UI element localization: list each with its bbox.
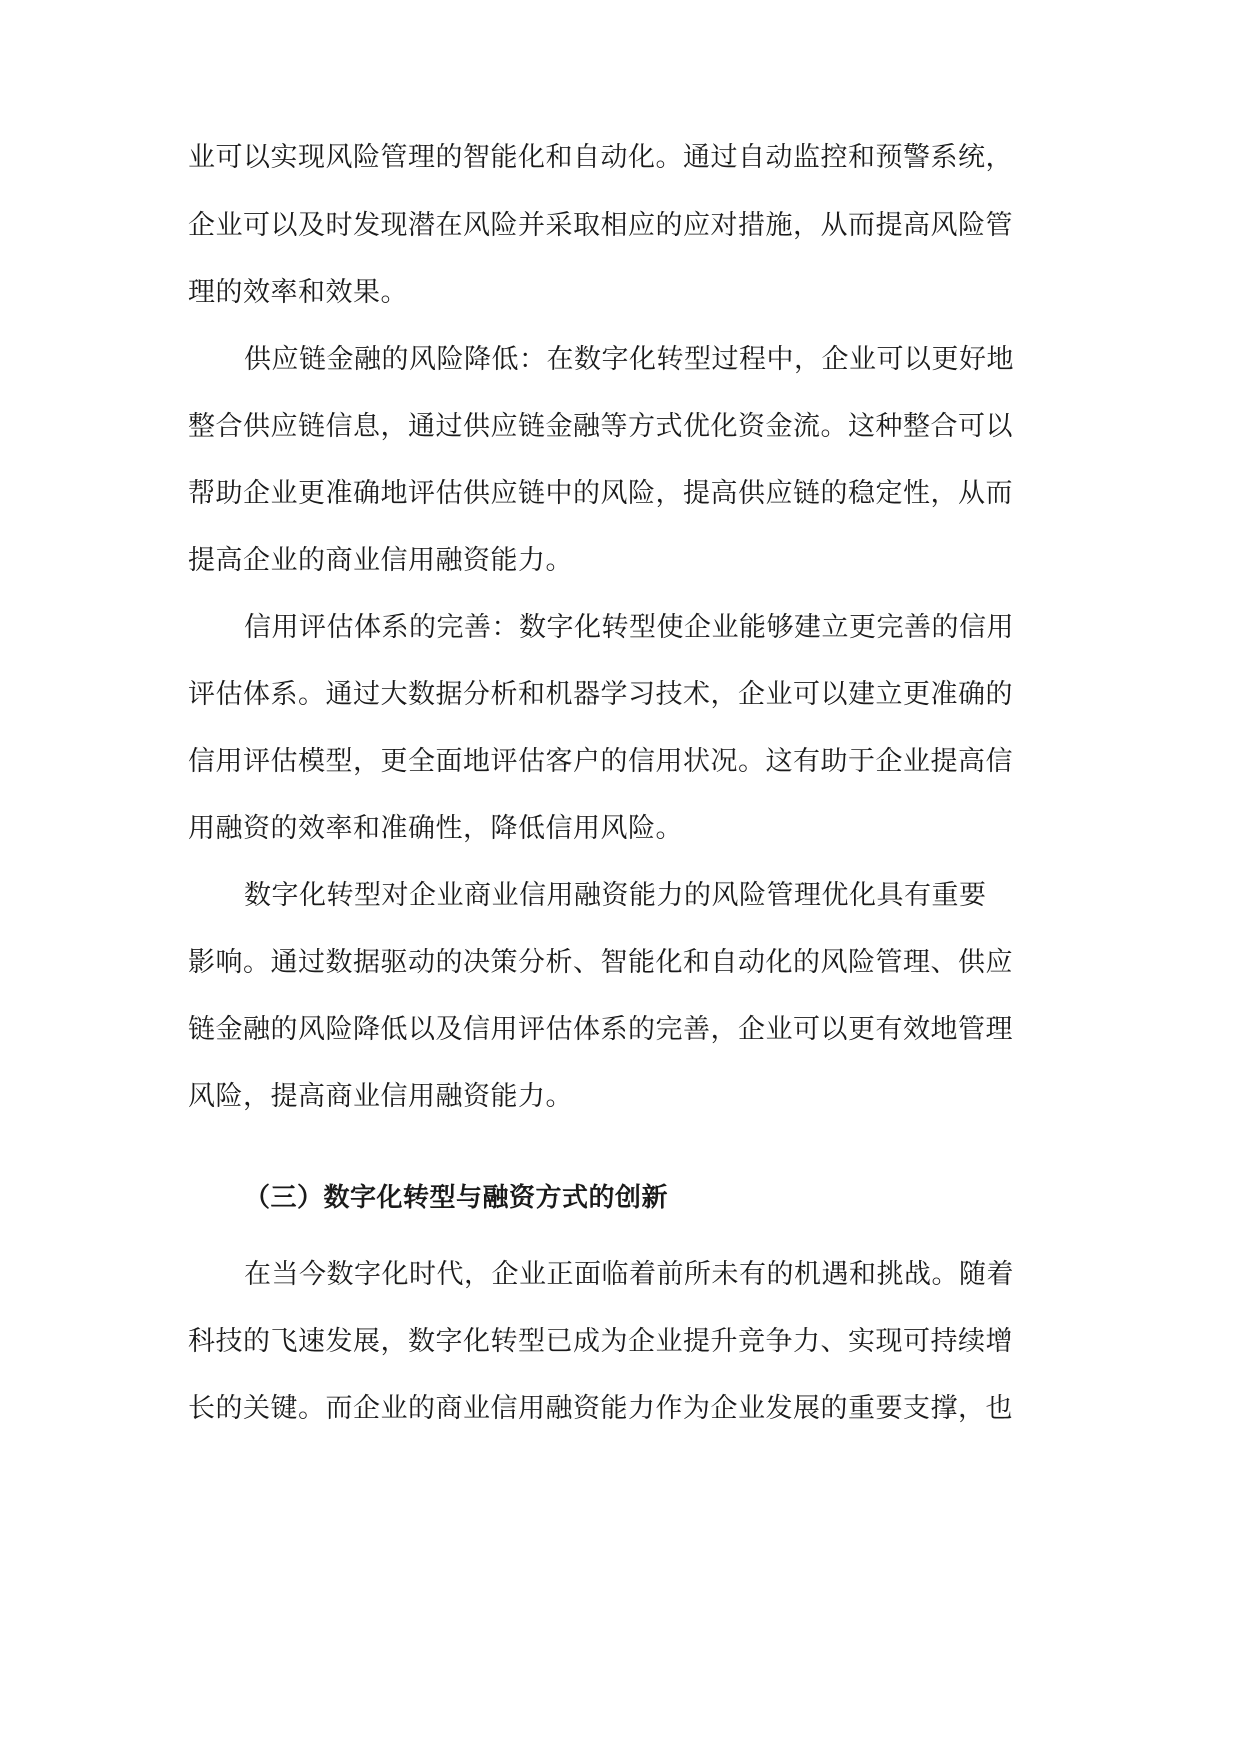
text-line: 信用评估模型，更全面地评估客户的信用状况。这有助于企业提高信 <box>188 746 1013 777</box>
text-line: 科技的飞速发展，数字化转型已成为企业提升竞争力、实现可持续增 <box>188 1326 1013 1357</box>
text-line: 企业可以及时发现潜在风险并采取相应的应对措施，从而提高风险管 <box>188 210 1013 241</box>
paragraph-first-line: 信用评估体系的完善：数字化转型使企业能够建立更完善的信用 <box>244 612 1014 643</box>
text-line: 理的效率和效果。 <box>188 277 408 308</box>
text-line: 帮助企业更准确地评估供应链中的风险，提高供应链的稳定性，从而 <box>188 478 1013 509</box>
text-line: 用融资的效率和准确性，降低信用风险。 <box>188 813 683 844</box>
text-line: 整合供应链信息，通过供应链金融等方式优化资金流。这种整合可以 <box>188 411 1013 442</box>
paragraph-first-line: 在当今数字化时代，企业正面临着前所未有的机遇和挑战。随着 <box>244 1259 1014 1290</box>
text-line: 影响。通过数据驱动的决策分析、智能化和自动化的风险管理、供应 <box>188 947 1013 978</box>
text-line: 评估体系。通过大数据分析和机器学习技术，企业可以建立更准确的 <box>188 679 1013 710</box>
text-line: 风险，提高商业信用融资能力。 <box>188 1081 573 1112</box>
text-line: 长的关键。而企业的商业信用融资能力作为企业发展的重要支撑，也 <box>188 1393 1013 1424</box>
paragraph-first-line: 数字化转型对企业商业信用融资能力的风险管理优化具有重要 <box>244 880 987 911</box>
text-line: 业可以实现风险管理的智能化和自动化。通过自动监控和预警系统， <box>188 142 1013 173</box>
section-heading: （三）数字化转型与融资方式的创新 <box>244 1183 669 1213</box>
paragraph-first-line: 供应链金融的风险降低：在数字化转型过程中，企业可以更好地 <box>244 344 1014 375</box>
text-line: 链金融的风险降低以及信用评估体系的完善，企业可以更有效地管理 <box>188 1014 1013 1045</box>
text-line: 提高企业的商业信用融资能力。 <box>188 545 573 576</box>
